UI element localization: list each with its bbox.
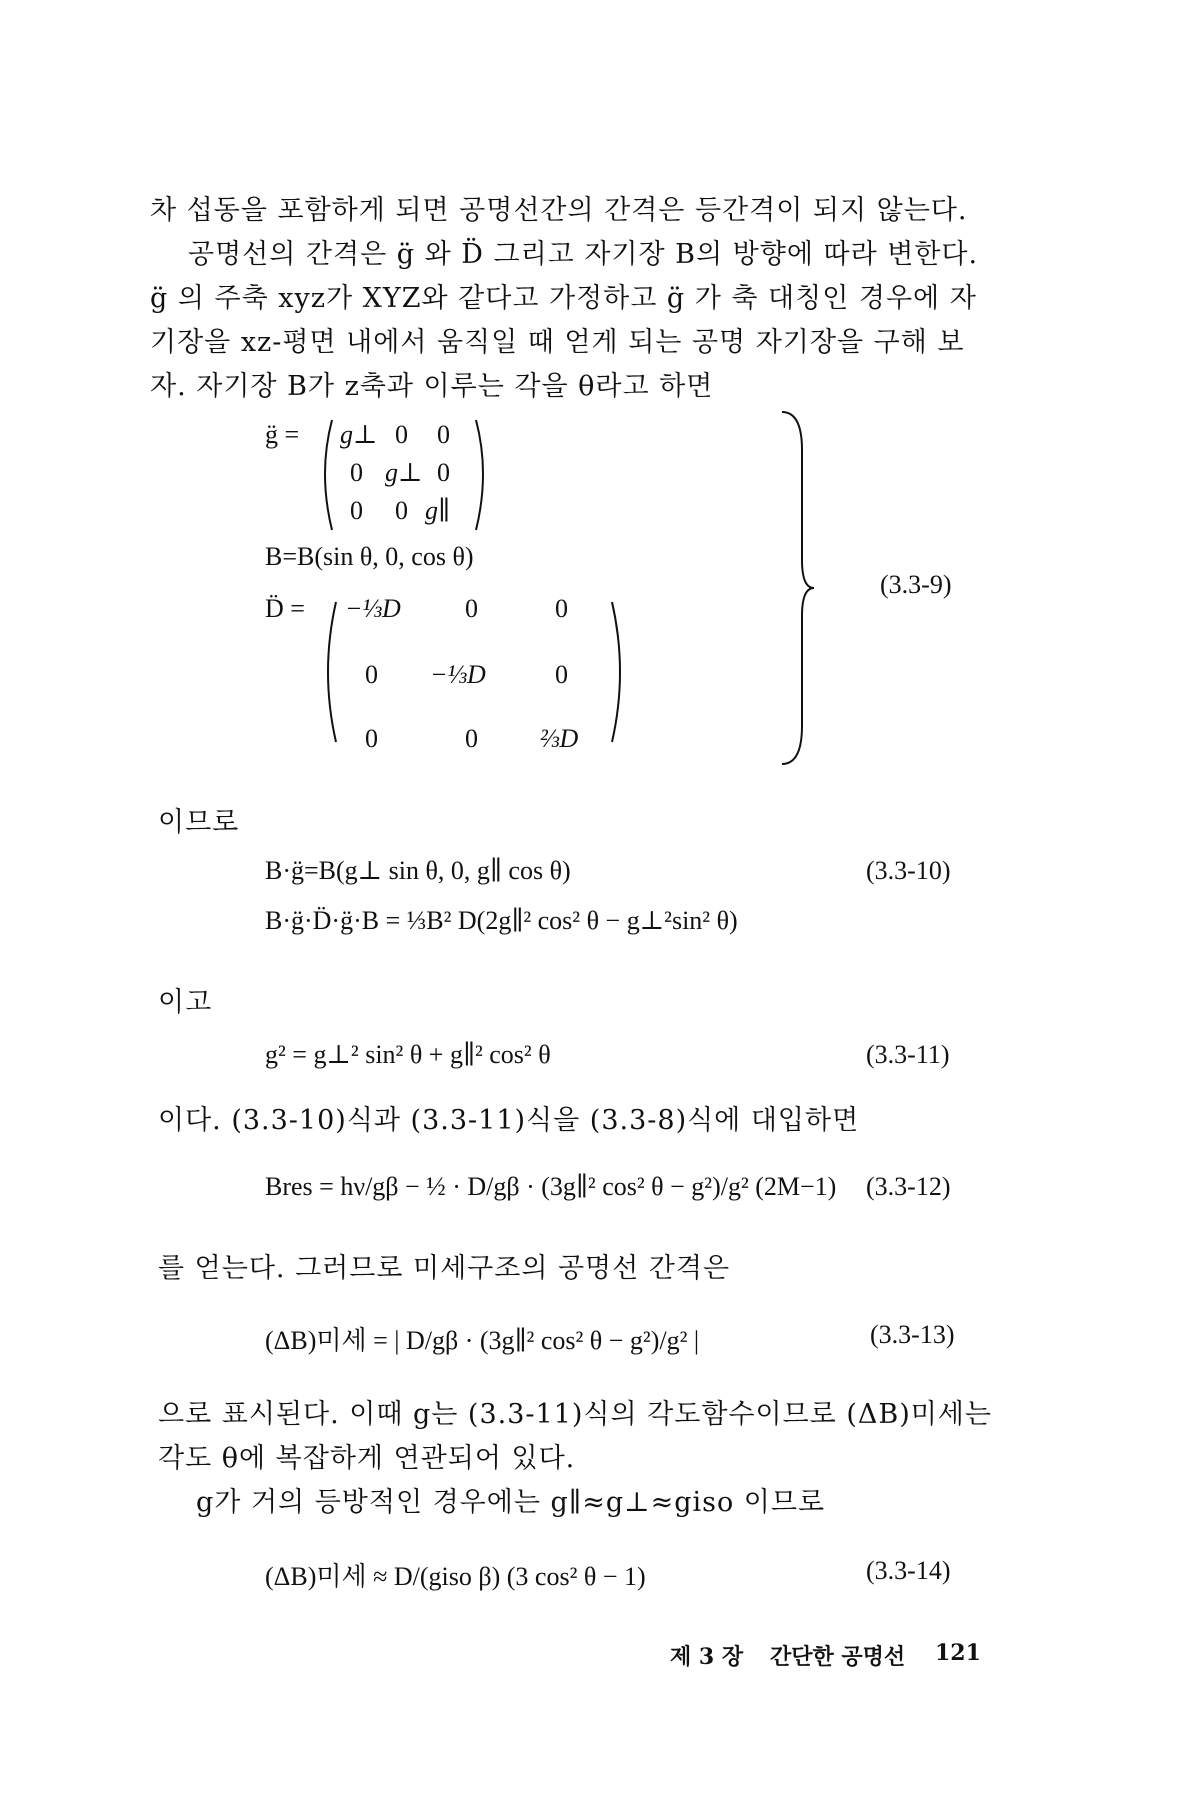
g-matrix-cell: 0 (350, 458, 363, 487)
g-matrix-cell: 0 (437, 420, 450, 449)
connector-text: 이고 (158, 987, 213, 1018)
g-matrix-cell: 0 (350, 496, 363, 525)
equation-3-3-12: Bres = hν/gβ − ½ · D/gβ · (3g∥² cos² θ − g²)/g² (2M−1) (265, 1172, 837, 1201)
paragraph-line-3: g̈ 의 주축 xyz가 XYZ와 같다고 가정하고 g̈ 가 축 대칭인 경우에 자 (150, 283, 977, 314)
equation-3-3-10-b: B·g̈·D̈·g̈·B = ⅓B² D(2g∥² cos² θ − g⊥²sin² θ) (265, 906, 738, 935)
g-matrix-cell: g∥ (425, 496, 451, 525)
paragraph-line-4: 기장을 xz-평면 내에서 움직일 때 얻게 되는 공명 자기장을 구해 보 (150, 327, 965, 358)
d-tensor-label: D̈ = (265, 594, 305, 623)
equation-number: (3.3-10) (866, 856, 951, 885)
equation-group-brace (780, 410, 820, 770)
d-matrix-cell: 0 (465, 594, 478, 623)
page-number: 121 (935, 1640, 981, 1666)
equation-3-3-10-a: B·g̈=B(g⊥ sin θ, 0, g∥ cos θ) (265, 856, 571, 885)
paragraph-line: 각도 θ에 복잡하게 연관되어 있다. (158, 1443, 576, 1474)
d-matrix-cell: ⅔D (540, 724, 579, 753)
running-footer-title: 간단한 공명선 (770, 1644, 906, 1670)
equation-3-3-11: g² = g⊥² sin² θ + g∥² cos² θ (265, 1040, 551, 1069)
g-matrix-cell: 0 (437, 458, 450, 487)
equation-number: (3.3-9) (880, 570, 952, 599)
equation-number: (3.3-12) (866, 1172, 951, 1201)
paragraph-line: 이다. (3.3-10)식과 (3.3-11)식을 (3.3-8)식에 대입하면 (158, 1105, 860, 1136)
paragraph-line: 으로 표시된다. 이때 g는 (3.3-11)식의 각도함수이므로 (ΔB)미세는 (158, 1399, 992, 1430)
d-matrix-cell: 0 (555, 660, 568, 689)
paragraph-line-1: 차 섭동을 포함하게 되면 공명선간의 간격은 등간격이 되지 않는다. (150, 195, 968, 226)
d-matrix-cell: 0 (465, 724, 478, 753)
d-matrix-cell: −⅓D (345, 594, 401, 623)
equation-number: (3.3-13) (870, 1320, 955, 1349)
connector-text: 이므로 (158, 807, 240, 838)
g-matrix-cell: 0 (395, 420, 408, 449)
g-matrix-cell: 0 (395, 496, 408, 525)
g-tensor-label: g̈ = (265, 420, 300, 449)
equation-3-3-14: (ΔB)미세 ≈ D/(giso β) (3 cos² θ − 1) (265, 1562, 646, 1591)
paragraph-line: g가 거의 등방적인 경우에는 g∥≈g⊥≈giso 이므로 (196, 1487, 826, 1518)
equation-number: (3.3-11) (866, 1040, 950, 1069)
equation-3-3-13: (ΔB)미세 = | D/gβ · (3g∥² cos² θ − g²)/g² | (265, 1326, 700, 1355)
d-matrix-cell: 0 (365, 660, 378, 689)
paragraph-line: 를 얻는다. 그러므로 미세구조의 공명선 간격은 (158, 1253, 731, 1284)
paragraph-line-5: 자. 자기장 B가 z축과 이루는 각을 θ라고 하면 (150, 371, 714, 402)
d-matrix-cell: 0 (555, 594, 568, 623)
g-matrix-cell: g⊥ (340, 420, 378, 449)
equation-number: (3.3-14) (866, 1556, 951, 1585)
b-vector-equation: B=B(sin θ, 0, cos θ) (265, 542, 474, 571)
running-footer-chapter: 제 3 장 (670, 1644, 744, 1670)
d-matrix-cell: 0 (365, 724, 378, 753)
g-matrix-cell: g⊥ (385, 458, 423, 487)
paragraph-line-2: 공명선의 간격은 g̈ 와 D̈ 그리고 자기장 B의 방향에 따라 변한다. (188, 239, 979, 270)
d-matrix-cell: −⅓D (430, 660, 486, 689)
